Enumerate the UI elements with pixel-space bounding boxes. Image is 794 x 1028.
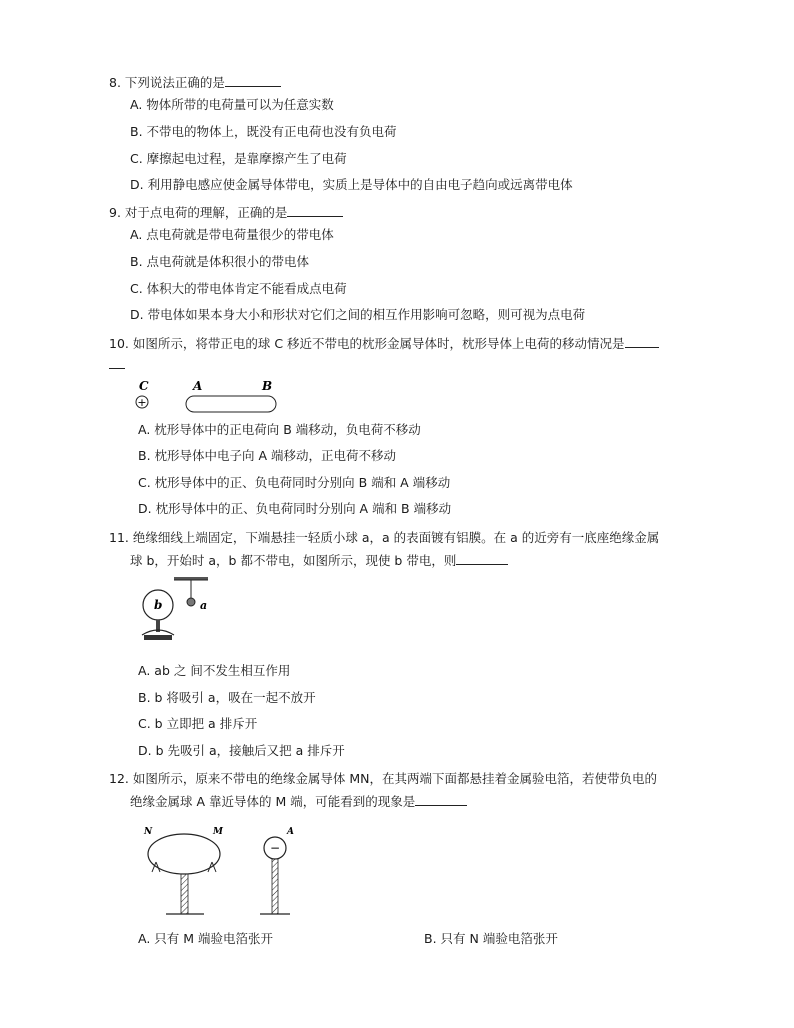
answer-blank: [625, 335, 659, 348]
q12-option-b: B. 只有 N 端验电箔张开: [424, 931, 558, 946]
question-11-line2: [130, 552, 508, 570]
q12-option-a: A. 只有 M 端验电箔张开: [138, 931, 274, 946]
ball-a: [187, 598, 195, 606]
ball-c-label: C: [139, 379, 149, 393]
question-11-stem: 球 b，开始时 a，b 都不带电，如图所示，现使 b 带电，则: [130, 553, 457, 568]
end-m-label: M: [213, 827, 223, 837]
q9-option-a: A. 点电荷就是带电荷量很少的带电体: [130, 227, 334, 242]
ball-stand: [272, 859, 278, 914]
q9-option-c: C. 体积大的带电体肯定不能看成点电荷: [130, 281, 347, 296]
q10-option-d: D. 枕形导体中的正、负电荷同时分别向 A 端和 B 端移动: [138, 501, 452, 516]
question-10: [109, 335, 659, 353]
negative-sign-icon: −: [269, 841, 281, 855]
question-9-stem: 9. 对于点电荷的理解，正确的是: [109, 205, 288, 220]
question-8: [109, 74, 281, 92]
question-12-line2: [130, 793, 467, 811]
conductor-electroscope-figure: [140, 824, 310, 920]
q10-option-a: A. 枕形导体中的正电荷向 B 端移动，负电荷不移动: [138, 422, 421, 437]
q9-option-b: B. 点电荷就是体积很小的带电体: [130, 254, 310, 269]
answer-blank: [225, 74, 281, 87]
q11-option-d: D. b 先吸引 a，接触后又把 a 排斥开: [138, 743, 345, 758]
q8-option-a: A. 物体所带的电荷量可以为任意实数: [130, 97, 334, 112]
end-n-label: N: [144, 827, 153, 837]
question-12-line1: 12. 如图所示，原来不带电的绝缘金属导体 MN，在其两端下面都悬挂着金属验电箔，若使带负电的: [109, 771, 657, 786]
question-8-stem: 8. 下列说法正确的是: [109, 75, 225, 90]
question-9: [109, 204, 343, 222]
q11-option-b: B. b 将吸引 a，吸在一起不放开: [138, 690, 316, 705]
suspended-ball-figure: [138, 575, 218, 655]
pillow-conductor-figure: [130, 378, 290, 414]
ball-b-label: b: [154, 598, 163, 612]
q8-option-c: C. 摩擦起电过程，是靠摩擦产生了电荷: [130, 151, 347, 166]
end-a-label: A: [193, 379, 203, 393]
positive-sign-icon: +: [137, 396, 147, 409]
q9-option-d: D. 带电体如果本身大小和形状对它们之间的相互作用影响可忽略，则可视为点电荷: [130, 307, 586, 322]
question-11-line1: 11. 绝缘细线上端固定，下端悬挂一轻质小球 a，a 的表面镀有铝膜。在 a 的近旁有一底座绝缘金属: [109, 530, 660, 545]
answer-blank: [456, 552, 508, 565]
answer-blank-continued: [109, 356, 125, 374]
ball-a-label: A: [287, 827, 294, 837]
stand-base: [144, 635, 172, 640]
answer-blank: [287, 204, 343, 217]
question-12-stem: 绝缘金属球 A 靠近导体的 M 端，可能看到的现象是: [130, 794, 416, 809]
q8-option-b: B. 不带电的物体上，既没有正电荷也没有负电荷: [130, 124, 397, 139]
q8-option-d: D. 利用静电感应使金属导体带电，实质上是导体中的自由电子趋向或远离带电体: [130, 177, 573, 192]
q10-option-b: B. 枕形导体中电子向 A 端移动，正电荷不移动: [138, 448, 397, 463]
end-b-label: B: [262, 379, 273, 393]
ball-a-label: a: [200, 599, 208, 612]
insulating-rod: [181, 874, 188, 914]
question-10-stem: 10. 如图所示，将带正电的球 C 移近不带电的枕形金属导体时，枕形导体上电荷的移动情况是: [109, 336, 625, 351]
q11-option-c: C. b 立即把 a 排斥开: [138, 716, 258, 731]
answer-blank: [415, 793, 467, 806]
pillow-conductor: [186, 396, 276, 412]
q11-option-a: A. ab 之 间不发生相互作用: [138, 663, 291, 678]
q10-option-c: C. 枕形导体中的正、负电荷同时分别向 B 端和 A 端移动: [138, 475, 451, 490]
